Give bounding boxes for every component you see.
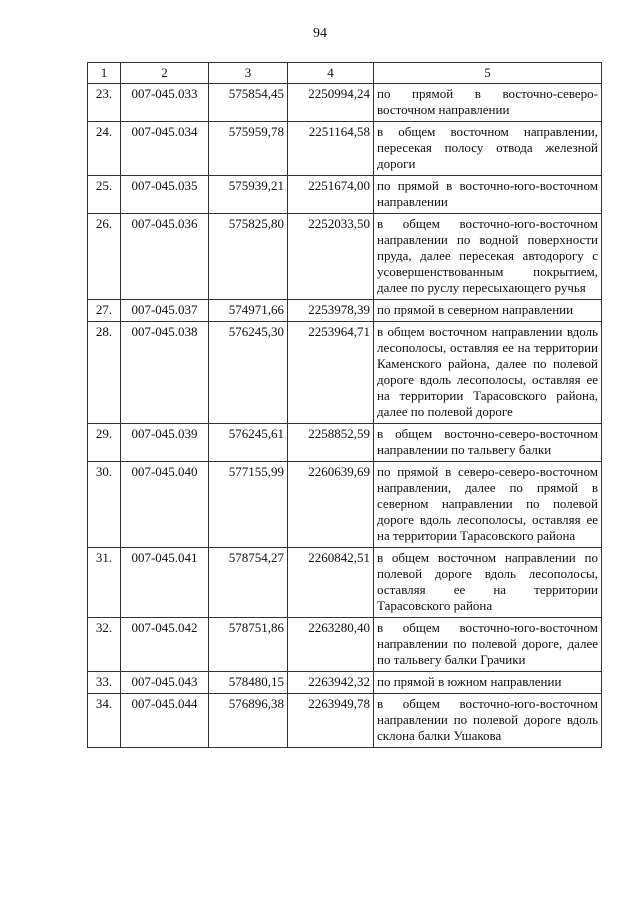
- table-row: [88, 672, 602, 694]
- boundary-description: в общем восточном направлении по полевой дороге вдоль лесополосы, оставляя ее на территории Тарасовского района: [374, 548, 602, 618]
- y-coordinate: 2263280,40: [288, 618, 374, 672]
- column-header: 1: [88, 63, 121, 84]
- x-coordinate: 576896,38: [209, 694, 288, 748]
- y-coordinate: 2253964,71: [288, 322, 374, 424]
- column-header: 5: [374, 63, 602, 84]
- boundary-description: по прямой в южном направлении: [374, 672, 602, 694]
- row-number: 33.: [88, 672, 121, 694]
- boundary-points-table: [87, 62, 602, 748]
- table-row: [88, 214, 602, 300]
- row-number: 31.: [88, 548, 121, 618]
- point-code: 007-045.043: [121, 672, 209, 694]
- y-coordinate: 2250994,24: [288, 84, 374, 122]
- boundary-description: в общем восточно-юго-восточном направлении по полевой дороге вдоль склона балки Ушакова: [374, 694, 602, 748]
- table-row: [88, 424, 602, 462]
- point-code: 007-045.044: [121, 694, 209, 748]
- point-code: 007-045.040: [121, 462, 209, 548]
- x-coordinate: 578751,86: [209, 618, 288, 672]
- x-coordinate: 575854,45: [209, 84, 288, 122]
- x-coordinate: 575959,78: [209, 122, 288, 176]
- x-coordinate: 578754,27: [209, 548, 288, 618]
- boundary-description: по прямой в северном направлении: [374, 300, 602, 322]
- boundary-description: в общем восточно-юго-восточном направлении по полевой дороге, далее по тальвегу балки Грачики: [374, 618, 602, 672]
- y-coordinate: 2252033,50: [288, 214, 374, 300]
- table-row: [88, 694, 602, 748]
- table-row: [88, 462, 602, 548]
- page-number: 94: [313, 26, 327, 41]
- y-coordinate: 2258852,59: [288, 424, 374, 462]
- x-coordinate: 578480,15: [209, 672, 288, 694]
- table-row: [88, 322, 602, 424]
- point-code: 007-045.036: [121, 214, 209, 300]
- table-row: [88, 122, 602, 176]
- point-code: 007-045.042: [121, 618, 209, 672]
- row-number: 32.: [88, 618, 121, 672]
- y-coordinate: 2263942,32: [288, 672, 374, 694]
- x-coordinate: 575825,80: [209, 214, 288, 300]
- row-number: 23.: [88, 84, 121, 122]
- point-code: 007-045.038: [121, 322, 209, 424]
- row-number: 34.: [88, 694, 121, 748]
- y-coordinate: 2263949,78: [288, 694, 374, 748]
- x-coordinate: 575939,21: [209, 176, 288, 214]
- boundary-description: в общем восточно-юго-восточном направлении по водной поверхности пруда, далее пересекая автодорогу с усовершенствованным покрытием, далее по руслу пересыхающего ручья: [374, 214, 602, 300]
- y-coordinate: 2260842,51: [288, 548, 374, 618]
- table-body: [88, 84, 602, 748]
- point-code: 007-045.041: [121, 548, 209, 618]
- row-number: 27.: [88, 300, 121, 322]
- point-code: 007-045.034: [121, 122, 209, 176]
- table-row: [88, 176, 602, 214]
- row-number: 30.: [88, 462, 121, 548]
- x-coordinate: 577155,99: [209, 462, 288, 548]
- y-coordinate: 2251674,00: [288, 176, 374, 214]
- column-header: 2: [121, 63, 209, 84]
- row-number: 25.: [88, 176, 121, 214]
- row-number: 29.: [88, 424, 121, 462]
- table-row: [88, 618, 602, 672]
- y-coordinate: 2253978,39: [288, 300, 374, 322]
- y-coordinate: 2260639,69: [288, 462, 374, 548]
- table-header: [88, 63, 602, 84]
- table-row: [88, 84, 602, 122]
- point-code: 007-045.039: [121, 424, 209, 462]
- x-coordinate: 576245,30: [209, 322, 288, 424]
- boundary-description: по прямой в восточно-северо-восточном направлении: [374, 84, 602, 122]
- y-coordinate: 2251164,58: [288, 122, 374, 176]
- boundary-description: по прямой в северо-северо-восточном направлении, далее по прямой в северном направлении по полевой дороге вдоль лесополосы, оставляя ее на территории Тарасовского района: [374, 462, 602, 548]
- point-code: 007-045.033: [121, 84, 209, 122]
- table-row: [88, 548, 602, 618]
- point-code: 007-045.037: [121, 300, 209, 322]
- point-code: 007-045.035: [121, 176, 209, 214]
- row-number: 24.: [88, 122, 121, 176]
- x-coordinate: 574971,66: [209, 300, 288, 322]
- boundary-description: в общем восточном направлении, пересекая полосу отвода железной дороги: [374, 122, 602, 176]
- column-header: 4: [288, 63, 374, 84]
- header-row: [88, 63, 602, 84]
- boundary-description: в общем восточном направлении вдоль лесополосы, оставляя ее на территории Каменского района, далее по полевой дороге вдоль лесополосы, оставляя ее на территории Тарасовского района, далее по полевой дороге: [374, 322, 602, 424]
- row-number: 28.: [88, 322, 121, 424]
- boundary-description: по прямой в восточно-юго-восточном направлении: [374, 176, 602, 214]
- boundary-description: в общем восточно-северо-восточном направлении по тальвегу балки: [374, 424, 602, 462]
- row-number: 26.: [88, 214, 121, 300]
- column-header: 3: [209, 63, 288, 84]
- x-coordinate: 576245,61: [209, 424, 288, 462]
- table-row: [88, 300, 602, 322]
